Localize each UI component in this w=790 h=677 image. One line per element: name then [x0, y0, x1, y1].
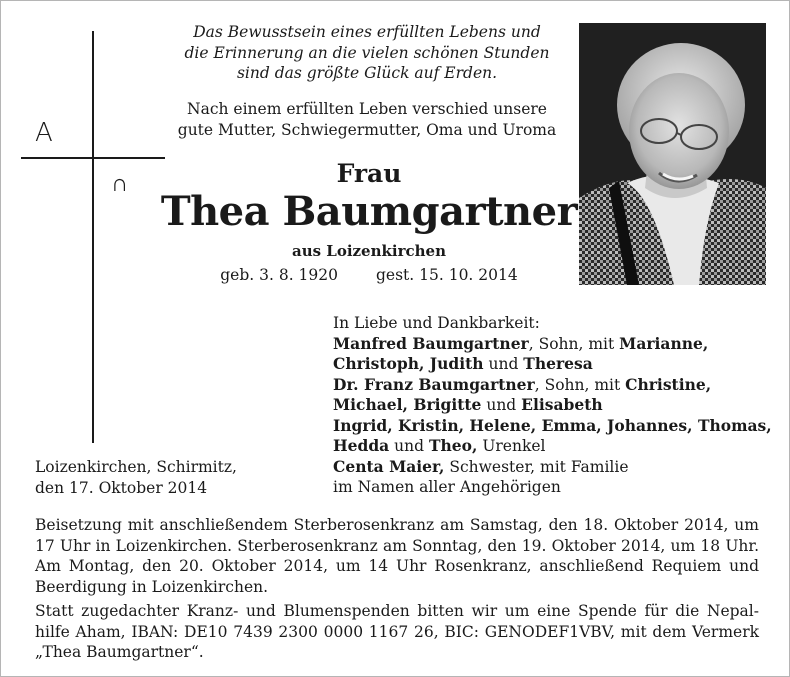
quote-line: sind das größte Glück auf Erden. — [236, 64, 498, 82]
thanks-heading: In Liebe und Dankbarkeit: — [333, 314, 540, 332]
family-member-name: Ingrid, Kristin, Helene, Emma, Johannes, Thomas, — [333, 415, 772, 435]
alpha-symbol-icon: A — [35, 118, 53, 148]
funeral-schedule-paragraph: Beisetzung mit anschließendem Sterberosenkranz am Samstag, den 18. Oktober 2014, um 17 Uhr in Loizenkirchen. Sterberosenkranz am Sonntag, den 19. Oktober 2014, um 18 Uhr. Am Montag, den 20. Oktober 2014, um 14 Uhr Rosenkranz, anschließend Requiem und Beerdigung in Loizenkirchen. — [35, 516, 759, 596]
family-lines — [333, 334, 783, 498]
family-relation-text: im Namen aller Angehörigen — [333, 478, 561, 496]
life-dates — [169, 265, 569, 285]
death-date: gest. 15. 10. 2014 — [376, 266, 518, 284]
portrait-photo — [579, 23, 766, 285]
date-line: den 17. Oktober 2014 — [35, 478, 208, 497]
family-relation-text: und — [481, 396, 522, 414]
family-line — [333, 354, 783, 375]
family-member-name: Centa Maier, — [333, 456, 445, 476]
family-line — [333, 395, 783, 416]
cross-horizontal-bar — [21, 157, 165, 159]
family-member-name: Manfred Baumgartner — [333, 333, 529, 353]
family-line — [333, 334, 783, 355]
portrait-photo-icon — [579, 23, 766, 285]
family-line — [333, 416, 783, 437]
family-line — [333, 436, 783, 457]
intro-line: Nach einem erfüllten Leben verschied unsere — [187, 100, 547, 118]
family-signatures — [333, 313, 783, 498]
birth-date: geb. 3. 8. 1920 — [220, 266, 338, 284]
omega-symbol-icon: ∩ — [111, 169, 129, 197]
family-member-name: Christine, — [625, 374, 712, 394]
family-relation-text: und — [483, 355, 524, 373]
family-member-name: Hedda — [333, 436, 390, 455]
cross-vertical-bar — [92, 31, 94, 443]
family-member-name: Theo, — [428, 436, 478, 455]
family-line — [333, 477, 783, 498]
intro-text — [169, 99, 565, 140]
family-line — [333, 375, 783, 396]
funeral-information — [35, 515, 759, 667]
family-member-name: Theresa — [523, 354, 593, 373]
family-relation-text: Schwester, mit Familie — [444, 457, 629, 476]
deceased-name: Thea Baumgartner — [160, 188, 578, 235]
place-and-date — [35, 457, 315, 498]
salutation: Frau — [336, 159, 402, 188]
family-relation-text: und — [389, 437, 429, 455]
family-line — [333, 457, 783, 478]
family-member-name: Marianne, — [619, 333, 709, 353]
family-member-name: Elisabeth — [521, 395, 603, 414]
family-member-name: Michael, Brigitte — [333, 395, 482, 414]
family-relation-text: , Sohn, mit — [534, 375, 626, 394]
place-line: Loizenkirchen, Schirmitz, — [35, 458, 237, 476]
family-relation-text: , Sohn, mit — [528, 334, 620, 353]
family-relation-text: Urenkel — [477, 437, 546, 455]
family-member-name: Dr. Franz Baumgartner — [333, 374, 535, 394]
donation-paragraph: Statt zugedachter Kranz- und Blumenspenden bitten wir um eine Spende für die Nepal-hilfe Aham, IBAN: DE10 7439 2300 0000 1167 26, BIC: GENODEF1VBV, mit dem Vermerk „Thea Baumgartner“. — [35, 602, 759, 661]
memorial-quote — [169, 22, 565, 84]
intro-line: gute Mutter, Schwiegermutter, Oma und Uroma — [177, 120, 557, 139]
quote-line: die Erinnerung an die vielen schönen Stunden — [184, 43, 550, 62]
origin-town: aus Loizenkirchen — [292, 242, 446, 260]
quote-line: Das Bewusstsein eines erfüllten Lebens und — [193, 23, 541, 41]
family-member-name: Christoph, Judith — [333, 354, 484, 373]
